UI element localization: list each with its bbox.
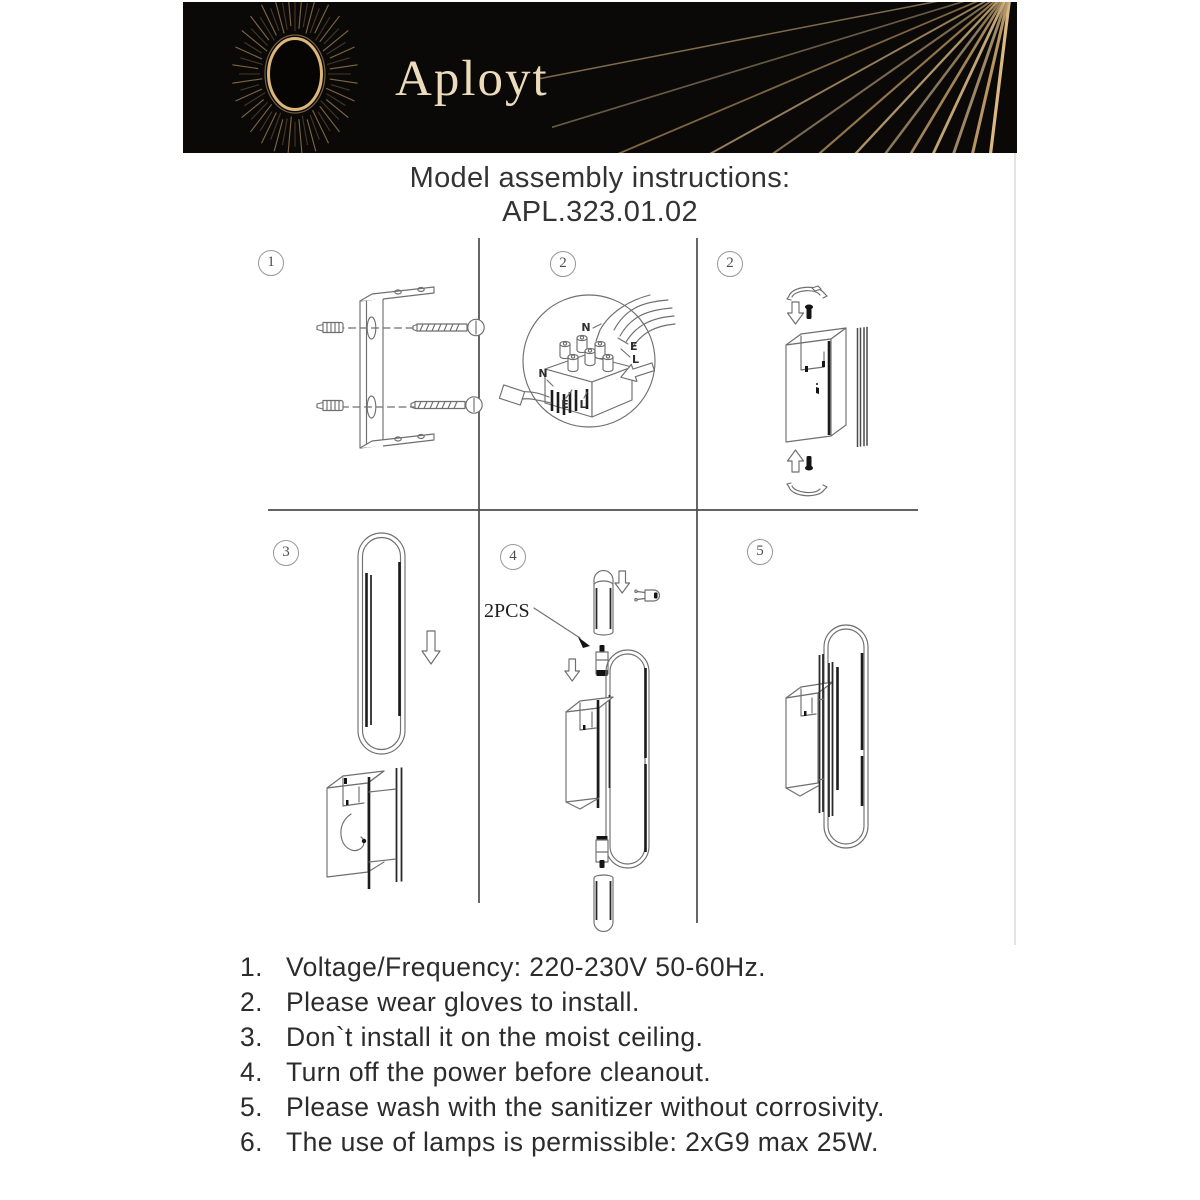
panel-badge-2b: 2	[717, 251, 743, 277]
sunburst-center	[271, 41, 319, 107]
banner-art	[183, 2, 1017, 153]
up-arrow-icon	[788, 450, 804, 472]
title-line2: APL.323.01.02	[502, 196, 698, 228]
title-line1: Model assembly instructions:	[409, 162, 791, 194]
instruction-item	[240, 1055, 885, 1090]
down-arrow-icon	[565, 659, 580, 681]
wire-label-n-top: N	[581, 321, 591, 334]
brand-banner	[183, 2, 1017, 153]
instruction-number: 3.	[240, 1022, 263, 1052]
lamp-socket	[596, 836, 608, 868]
instruction-text: Don`t install it on the moist ceiling.	[286, 1022, 704, 1052]
panel-2b-backplate-drawing	[786, 286, 867, 496]
instruction-item	[240, 950, 885, 985]
black-screw-icon	[805, 305, 813, 320]
wire-label-l-top: L	[632, 353, 640, 366]
panel-badge-2: 2	[550, 251, 576, 277]
instruction-text: Turn off the power before cleanout.	[286, 1057, 712, 1087]
corner-rays-decoration	[540, 2, 1011, 153]
instruction-number: 5.	[240, 1092, 263, 1122]
assembly-diagram	[183, 230, 1017, 945]
wire-label-l-bottom: L	[579, 398, 587, 411]
instruction-text: Voltage/Frequency: 220-230V 50-60Hz.	[286, 952, 766, 982]
instruction-number: 6.	[240, 1127, 263, 1157]
wire-label-e-bottom: E	[561, 398, 569, 411]
instruction-text: Please wear gloves to install.	[286, 987, 640, 1017]
brand-wordmark: Aployt	[395, 51, 549, 107]
instruction-number: 4.	[240, 1057, 263, 1087]
panel-4-drawing	[484, 571, 660, 932]
instruction-number: 1.	[240, 952, 263, 982]
black-screw-icon	[805, 456, 813, 471]
panel-badge-5: 5	[747, 539, 773, 565]
instructions-list	[240, 950, 885, 1160]
instruction-text: The use of lamps is permissible: 2xG9 max 25W.	[286, 1127, 879, 1157]
page-title	[0, 161, 1200, 229]
clamp-icon	[787, 483, 827, 496]
screw-icon	[411, 397, 482, 413]
panel-badge-4: 4	[500, 544, 526, 570]
clamp-icon	[787, 286, 827, 300]
down-arrow-icon	[615, 571, 630, 593]
wire-label-n-bottom: N	[538, 367, 548, 380]
panel-3-drawing	[327, 533, 440, 889]
instruction-item	[240, 1125, 885, 1160]
wall-anchor-icon	[317, 323, 343, 333]
panel-5-drawing	[786, 625, 868, 848]
instruction-item	[240, 985, 885, 1020]
panel-badge-1: 1	[258, 250, 284, 276]
instruction-item	[240, 1090, 885, 1125]
instruction-item	[240, 1020, 885, 1055]
down-arrow-icon	[422, 631, 440, 664]
down-arrow-icon	[788, 302, 804, 324]
panel-2-wiring-drawing	[499, 295, 675, 427]
instruction-text: Please wash with the sanitizer without corrosivity.	[286, 1092, 885, 1122]
panel-badge-3: 3	[273, 540, 299, 566]
wire-label-e-top: E	[630, 340, 638, 353]
qty-annotation: 2PCS	[484, 600, 530, 622]
instruction-number: 2.	[240, 987, 263, 1017]
g9-bulb-icon	[635, 590, 660, 601]
wall-anchor-icon	[317, 401, 343, 411]
screw-icon	[413, 319, 484, 335]
panel-1-drawing	[317, 287, 484, 448]
